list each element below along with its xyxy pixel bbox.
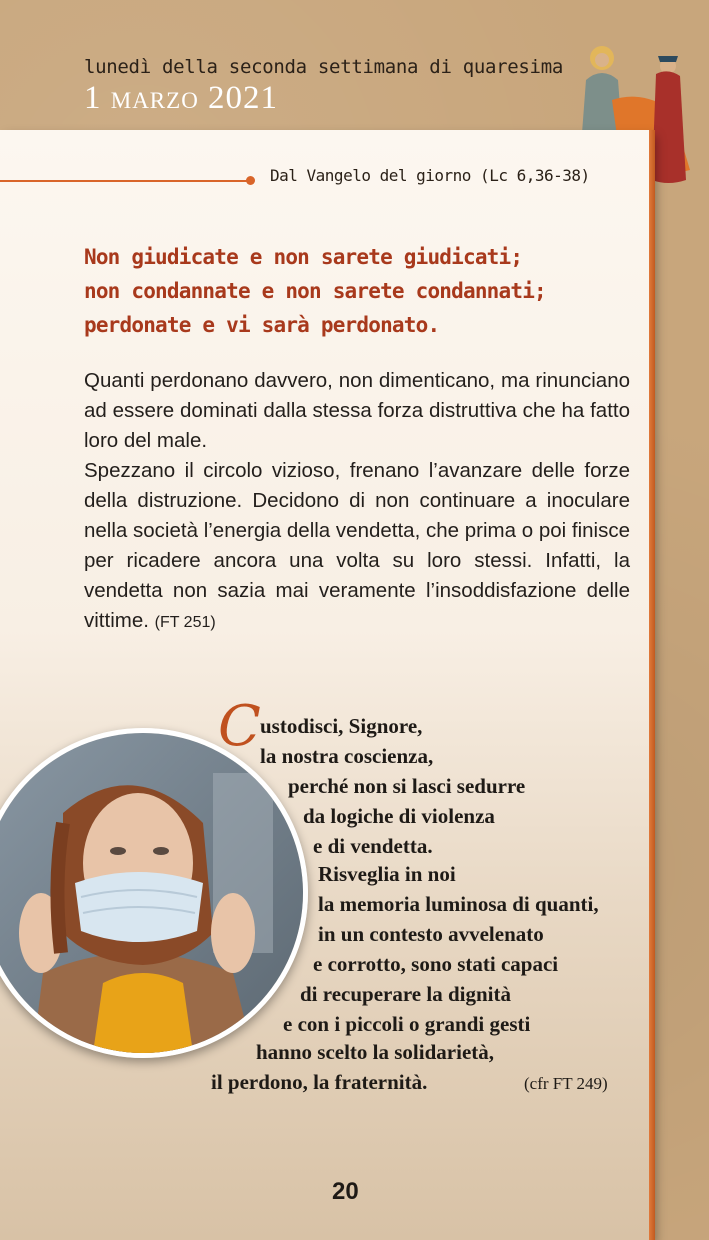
liturgical-day: lunedì della seconda settimana di quaresima [84, 56, 563, 78]
date-title: 1 marzo 2021 [84, 80, 279, 116]
prayer-line: e con i piccoli o grandi gesti [283, 1012, 531, 1036]
prayer-line: in un contesto avvelenato [318, 922, 544, 946]
prayer-citation: (cfr FT 249) [524, 1074, 608, 1093]
commentary-citation: (FT 251) [154, 614, 216, 631]
page-edge-accent [649, 130, 655, 1240]
quote-line: perdonate e vi sarà perdonato. [84, 313, 440, 337]
prayer-line: Risveglia in noi [318, 862, 456, 886]
prayer-line: hanno scelto la solidarietà, [256, 1040, 495, 1064]
divider-line [0, 180, 250, 182]
prayer-line: da logiche di violenza [303, 804, 495, 828]
commentary-paragraph [84, 456, 630, 638]
prayer-line: perché non si lasci sedurre [288, 774, 526, 798]
gospel-reference: Dal Vangelo del giorno (Lc 6,36-38) [270, 166, 590, 185]
quote-line: non condannate e non sarete condannati; [84, 279, 546, 303]
prayer-line: la nostra coscienza, [260, 744, 434, 768]
divider-dot [246, 176, 255, 185]
prayer-line: e di vendetta. [313, 834, 433, 858]
prayer-line: la memoria luminosa di quanti, [318, 892, 599, 916]
prayer-line: il perdono, la fraternità. [211, 1070, 428, 1094]
prayer-line: di recuperare la dignità [300, 982, 511, 1006]
quote-line: Non giudicate e non sarete giudicati; [84, 245, 523, 269]
prayer-dropcap: C [218, 694, 261, 759]
page-number: 20 [332, 1178, 359, 1205]
commentary [84, 366, 630, 638]
gospel-quote [84, 240, 644, 342]
commentary-text: Spezzano il circolo vizioso, frenano l’avanzare delle forze della distruzione. Decidono di non continuare a inoculare nella società l’energia della vendetta, che prima o poi finisce per ricadere ancora una volta su loro stessi. Infatti, la vendetta non sazia mai veramente l’insoddisfazione delle vittime. [84, 459, 630, 632]
prayer-line: e corrotto, sono stati capaci [313, 952, 559, 976]
header [84, 56, 584, 117]
prayer-line: ustodisci, Signore, [260, 714, 423, 738]
commentary-paragraph: Quanti perdonano davvero, non dimenticano, ma rinunciano ad essere dominati dalla stessa forza distruttiva che ha fatto loro del male. [84, 369, 630, 452]
